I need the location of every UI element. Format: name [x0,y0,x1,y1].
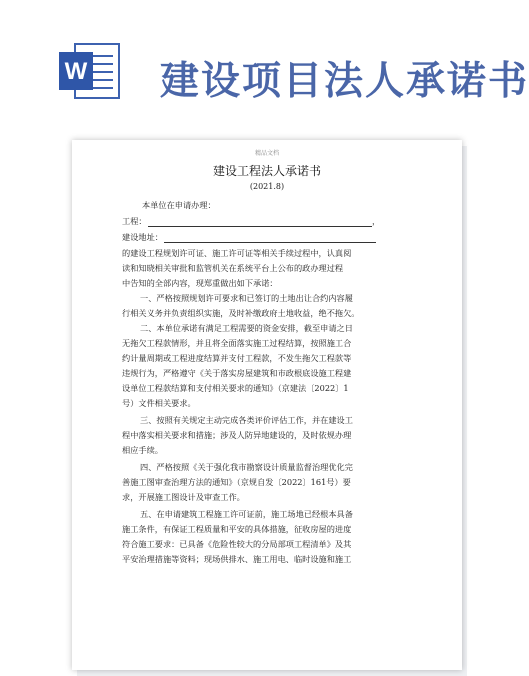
address-underline [164,242,376,243]
clause-2-line: 无拖欠工程款情形，并且将全面落实施工过程结算，按照施工合 [122,338,352,348]
clause-3-line: 程中落实相关要求和措施；涉及人防异地建设的，及时依规办理 [122,430,352,440]
document-page [72,140,462,670]
word-document-icon [57,40,123,102]
body-line: 读和知晓相关审批和监管机关在系统平台上公布的政办理过程 [122,263,344,273]
clause-4-line: 善施工图审查治理方法的通知》（京规自发〔2022〕161号）要 [122,477,351,487]
comma: ， [372,216,381,226]
clause-4-line: 四、严格按照《关于强化我市勘察设计质量监督治理优化完 [140,462,353,472]
banner-title: 建设项目法人承诺书 [160,59,529,104]
clause-2-line: 违规行为，严格遵守《关于落实房屋建筑和市政根底设施工程建 [122,368,352,378]
clause-3-line: 相应手续。 [122,445,163,455]
header-note: 精品文档 [254,150,279,157]
clause-1-line: 一、严格按照规划许可要求和已签订的土地出让合约内容履 [140,293,353,303]
clause-2-line: 二、本单位承诺有满足工程需要的资金安排，截至申请之日 [140,323,353,333]
body-line: 中告知的全部内容，现郑重做出如下承诺： [122,278,278,288]
clause-5-line: 五、在申请建筑工程施工许可证前，施工场地已经根本具备 [140,509,353,519]
clause-3-line: 三、按照有关规定主动完成各类评价评估工作，并在建设工 [140,415,353,425]
body-line: 的建设工程规划许可证、施工许可证等相关手续过程中，认真阅 [122,248,352,258]
clause-5-line: 施工条件，有保证工程质量和平安的具体措施，征收房屋的进度 [122,524,352,534]
document-date: (2021.8) [249,182,285,191]
project-name-underline [148,226,372,227]
clause-2-line: 约计量周期或工程进度结算并支付工程款，不发生拖欠工程款等 [122,353,352,363]
address-label: 建设地址： [122,232,163,242]
banner [0,0,529,120]
clause-2-line: 设单位工程款结算和支付相关要求的通知》（京建法〔2022〕1 [122,383,349,393]
clause-1-line: 行相关义务并负责组织实施，及时补缴政府土地收益，绝不拖欠。 [122,308,360,318]
body-line: 本单位在申请办理： [142,200,216,210]
clause-5-line: 符合施工要求：已具备《危险性较大的分局部项工程清单》及其 [122,539,352,549]
clause-4-line: 求，开展施工图设计及审查工作。 [122,492,245,502]
clause-2-line: 号）文件相关要求。 [122,398,196,408]
document-title: 建设工程法人承诺书 [212,164,321,178]
clause-5-line: 平安治理措施等资料；现场供排水、施工用电、临时设施和施工 [122,554,352,564]
word-icon-letter: W [64,58,88,85]
project-label: 工程： [122,216,147,226]
